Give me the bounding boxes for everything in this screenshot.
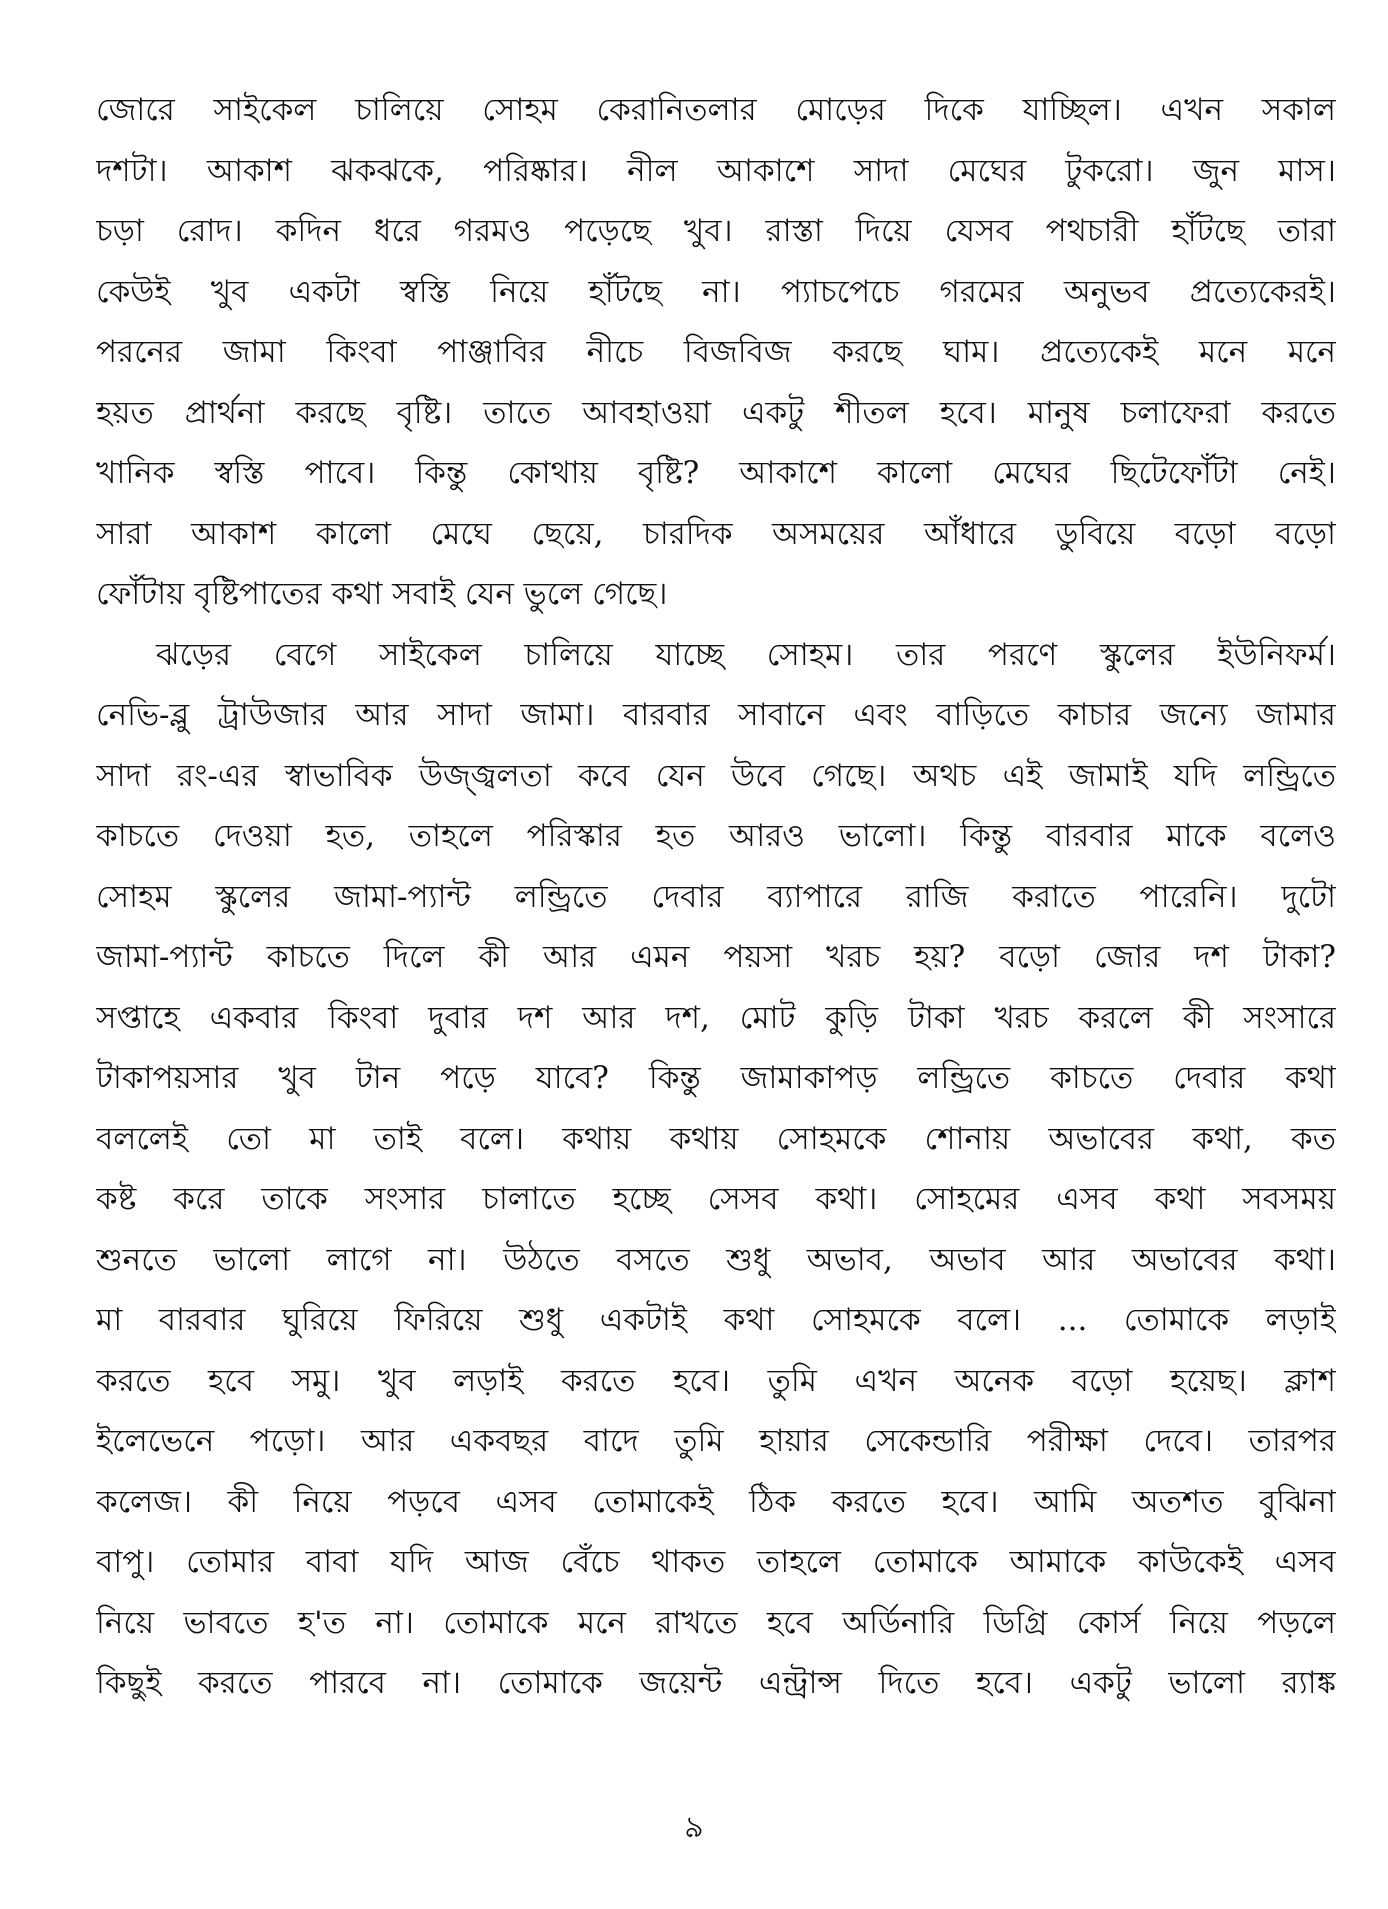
text-line: দশটা। আকাশ ঝকঝকে, পরিষ্কার। নীল আকাশে সাদা মেঘের টুকরো। জুন মাস। bbox=[96, 152, 1336, 189]
paragraph-2 bbox=[96, 625, 1336, 1714]
text-line: টাকাপয়সার খুব টান পড়ে যাবে? কিন্তু জামাকাপড় লন্ড্রিতে কাচতে দেবার কথা bbox=[96, 1060, 1336, 1096]
text-line: বাপু। তোমার বাবা যদি আজ বেঁচে থাকত তাহলে তোমাকে আমাকে কাউকেই এসব bbox=[96, 1544, 1336, 1580]
text-line: ফোঁটায় বৃষ্টিপাতের কথা সবাই যেন ভুলে গেছে। bbox=[96, 576, 668, 612]
text-line: খানিক স্বস্তি পাবে। কিন্তু কোথায় বৃষ্টি? আকাশে কালো মেঘের ছিটেফোঁটা নেই। bbox=[96, 455, 1336, 491]
text-line: শুনতে ভালো লাগে না। উঠতে বসতে শুধু অভাব, অভাব আর অভাবের কথা। bbox=[96, 1241, 1336, 1278]
text-line: জামা-প্যান্ট কাচতে দিলে কী আর এমন পয়সা খরচ হয়? বড়ো জোর দশ টাকা? bbox=[96, 939, 1336, 975]
text-line: মা বারবার ঘুরিয়ে ফিরিয়ে শুধু একটাই কথা সোহমকে বলে। ... তোমাকে লড়াই bbox=[96, 1302, 1336, 1338]
text-line: বললেই তো মা তাই বলে। কথায় কথায় সোহমকে শোনায় অভাবের কথা, কত bbox=[96, 1120, 1336, 1157]
text-line: নেভি-ব্লু ট্রাউজার আর সাদা জামা। বারবার সাবানে এবং বাড়িতে কাচার জন্যে জামার bbox=[96, 697, 1336, 733]
paragraph-1 bbox=[96, 80, 1336, 625]
text-line: হয়ত প্রার্থনা করছে বৃষ্টি। তাতে আবহাওয়া একটু শীতল হবে। মানুষ চলাফেরা করতে bbox=[96, 394, 1336, 431]
body-text bbox=[96, 80, 1336, 1714]
text-line: কাচতে দেওয়া হত, তাহলে পরিস্কার হত আরও ভালো। কিন্তু বারবার মাকে বলেও bbox=[96, 818, 1336, 854]
text-line: কষ্ট করে তাকে সংসার চালাতে হচ্ছে সেসব কথা। সোহমের এসব কথা সবসময় bbox=[96, 1181, 1336, 1217]
text-line: ইলেভেনে পড়ো। আর একবছর বাদে তুমি হায়ার সেকেন্ডারি পরীক্ষা দেবে। তারপর bbox=[96, 1423, 1336, 1459]
text-line: কলেজ। কী নিয়ে পড়বে এসব তোমাকেই ঠিক করতে হবে। আমি অতশত বুঝিনা bbox=[96, 1483, 1336, 1520]
text-line: সাদা রং-এর স্বাভাবিক উজ্জ্বলতা কবে যেন উবে গেছে। অথচ এই জামাই যদি লন্ড্রিতে bbox=[96, 757, 1336, 794]
text-line: ঝড়ের বেগে সাইকেল চালিয়ে যাচ্ছে সোহম। তার পরণে স্কুলের ইউনিফর্ম। bbox=[156, 636, 1336, 673]
text-line: সপ্তাহে একবার কিংবা দুবার দশ আর দশ, মোট কুড়ি টাকা খরচ করলে কী সংসারে bbox=[96, 999, 1336, 1036]
text-line: চড়া রোদ। কদিন ধরে গরমও পড়েছে খুব। রাস্তা দিয়ে যেসব পথচারী হাঁটছে তারা bbox=[96, 213, 1336, 249]
text-line: জোরে সাইকেল চালিয়ে সোহম কেরানিতলার মোড়ের দিকে যাচ্ছিল। এখন সকাল bbox=[96, 92, 1336, 128]
text-line: করতে হবে সমু। খুব লড়াই করতে হবে। তুমি এখন অনেক বড়ো হয়েছ। ক্লাশ bbox=[96, 1362, 1336, 1399]
text-line: কেউই খুব একটা স্বস্তি নিয়ে হাঁটছে না। প্যাচপেচে গরমের অনুভব প্রত্যেকেরই। bbox=[96, 273, 1336, 310]
text-line: সারা আকাশ কালো মেঘে ছেয়ে, চারদিক অসময়ের আঁধারে ডুবিয়ে বড়ো বড়ো bbox=[96, 515, 1336, 552]
text-line: নিয়ে ভাবতে হ'ত না। তোমাকে মনে রাখতে হবে অর্ডিনারি ডিগ্রি কোর্স নিয়ে পড়লে bbox=[96, 1604, 1336, 1641]
text-line: পরনের জামা কিংবা পাঞ্জাবির নীচে বিজবিজ করছে ঘাম। প্রত্যেকেই মনে মনে bbox=[96, 334, 1336, 370]
text-line: কিছুই করতে পারবে না। তোমাকে জয়েন্ট এন্ট্রান্স দিতে হবে। একটু ভালো র‍্যাঙ্ক bbox=[96, 1665, 1336, 1701]
page-number: ৯ bbox=[684, 1810, 704, 1845]
text-line: সোহম স্কুলের জামা-প্যান্ট লন্ড্রিতে দেবার ব্যাপারে রাজি করাতে পারেনি। দুটো bbox=[96, 878, 1336, 915]
